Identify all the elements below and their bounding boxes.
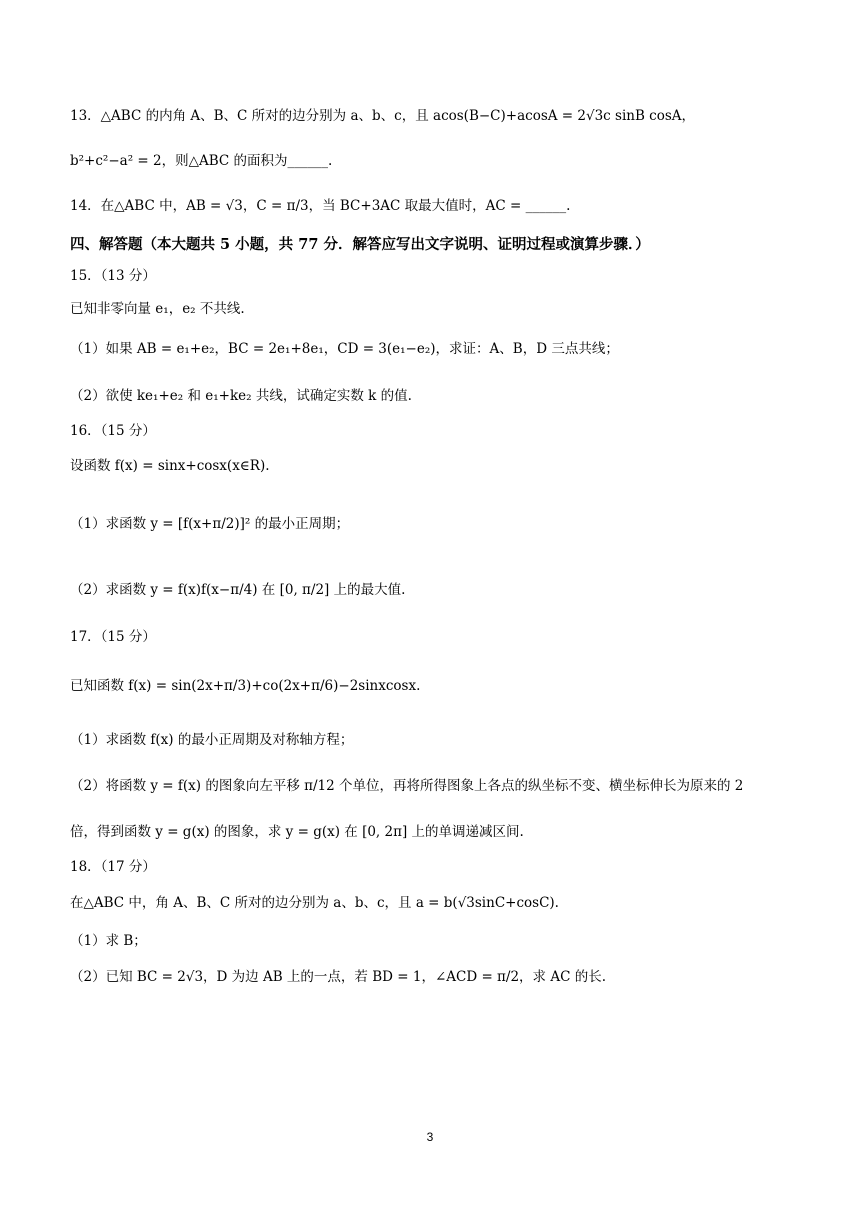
q15-part-1: （1）如果 AB = e₁+e₂，BC = 2e₁+8e₁，CD = 3(e₁−e₂)，求证：A、B，D 三点共线；	[70, 341, 619, 357]
q17-stem: 已知函数 f(x) = sin(2x+π/3)+co(2x+π/6)−2sinxcosx.	[70, 678, 421, 694]
q16-stem: 设函数 f(x) = sinx+cosx(x∈R).	[70, 458, 270, 474]
q17-part-2a: （2）将函数 y = f(x) 的图象向左平移 π/12 个单位，再将所得图象上各点的纵坐标不变、横坐标伸长为原来的 2	[70, 778, 744, 794]
q18-head: 18．（17 分）	[70, 859, 156, 875]
q17-part-2b: 倍，得到函数 y = g(x) 的图象，求 y = g(x) 在 [0, 2π] 上的单调递减区间.	[70, 824, 524, 840]
q16-part-2: （2）求函数 y = f(x)f(x−π/4) 在 [0, π/2] 上的最大值.	[70, 582, 406, 598]
q15-stem: 已知非零向量 e₁，e₂ 不共线.	[70, 301, 245, 317]
section-4-heading: 四、解答题（本大题共 5 小题，共 77 分．解答应写出文字说明、证明过程或演算步骤．）	[70, 236, 650, 253]
q13-line-1: 13．△ABC 的内角 A、B、C 所对的边分别为 a、b、c，且 acos(B−C)+acosA = 2√3c sinB cosA，	[70, 108, 696, 124]
q14: 14．在△ABC 中，AB = √3，C = π/3，当 BC+3AC 取最大值时，AC = ______.	[70, 198, 571, 214]
q15-part-2: （2）欲使 ke₁+e₂ 和 e₁+ke₂ 共线，试确定实数 k 的值.	[70, 388, 412, 404]
q18-part-2: （2）已知 BC = 2√3，D 为边 AB 上的一点，若 BD = 1，∠ACD = π/2，求 AC 的长.	[70, 969, 607, 985]
q15-head: 15．（13 分）	[70, 268, 156, 284]
q17-head: 17．（15 分）	[70, 629, 156, 645]
q17-part-1: （1）求函数 f(x) 的最小正周期及对称轴方程；	[70, 732, 354, 748]
q18-part-1: （1）求 B；	[70, 933, 147, 949]
q18-stem: 在△ABC 中，角 A、B、C 所对的边分别为 a、b、c，且 a = b(√3sinC+cosC).	[70, 895, 559, 911]
q16-head: 16．（15 分）	[70, 423, 156, 439]
page-number: 3	[426, 1130, 434, 1144]
q13-line-2: b²+c²−a² = 2，则△ABC 的面积为______.	[70, 153, 333, 169]
q16-part-1: （1）求函数 y = [f(x+π/2)]² 的最小正周期；	[70, 516, 350, 532]
